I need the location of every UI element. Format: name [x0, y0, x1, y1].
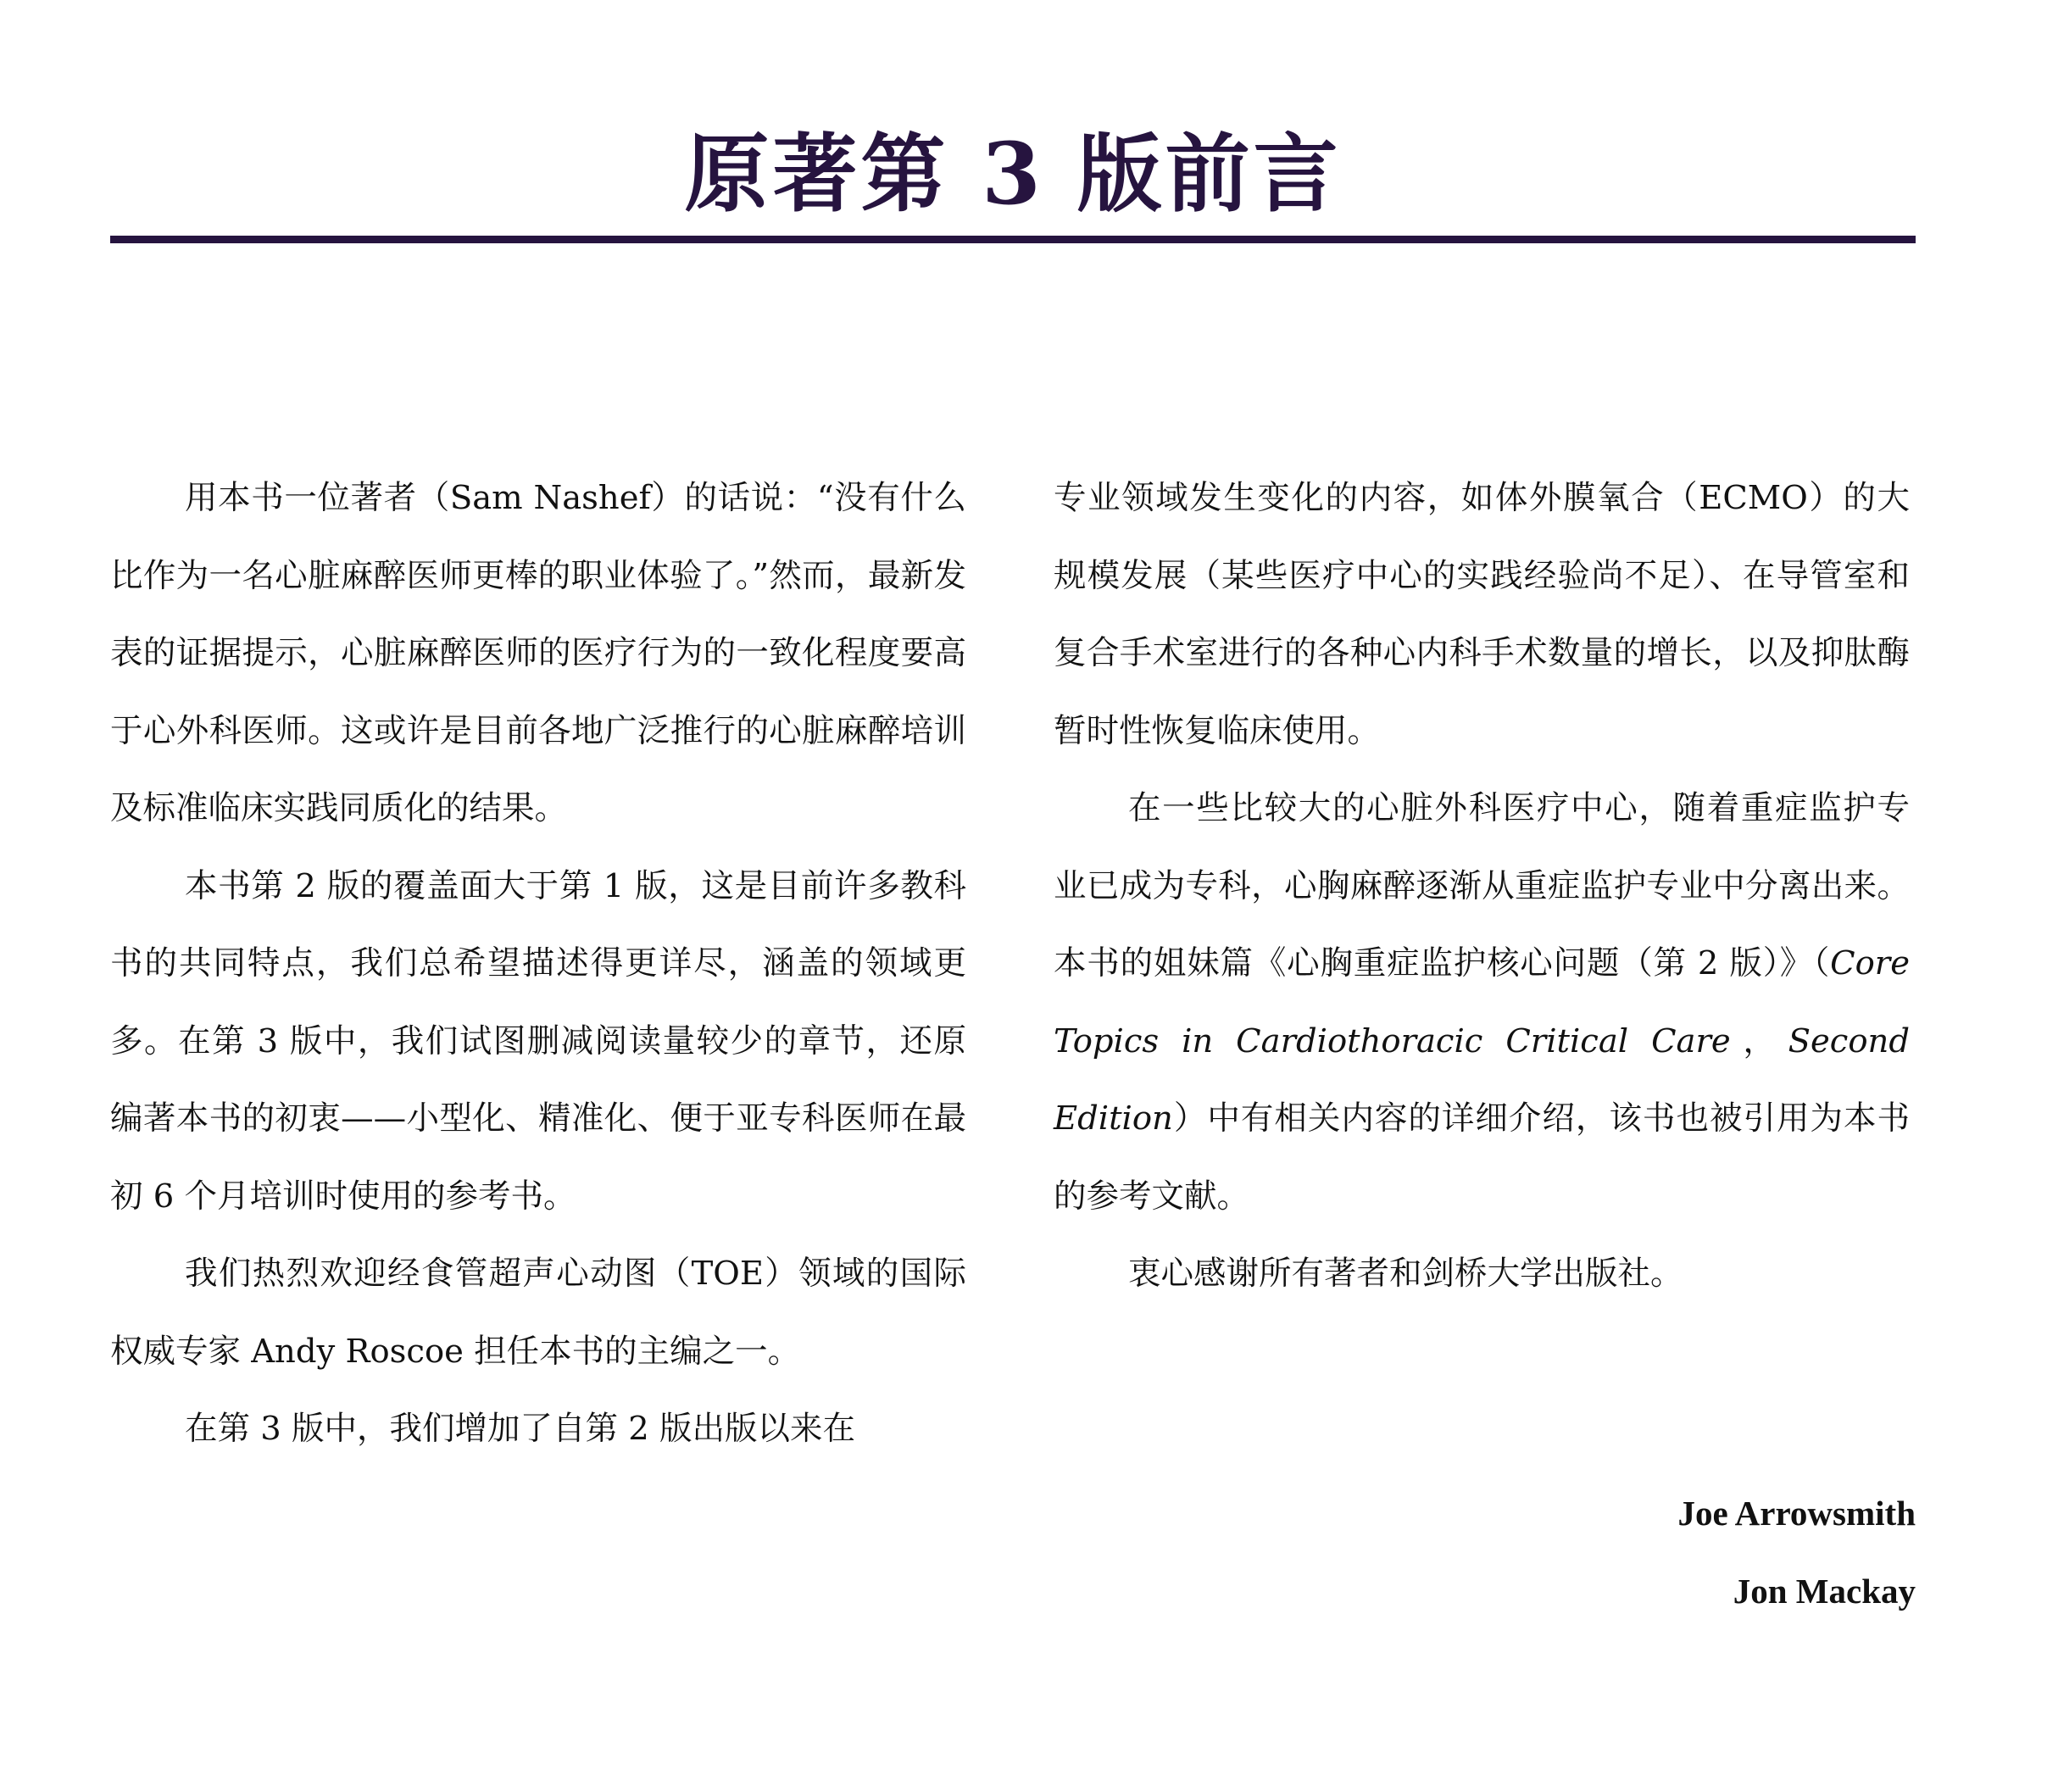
right-text-column	[1054, 459, 1910, 1313]
paragraph-new-content-start: 在第 3 版中，我们增加了自第 2 版出版以来在	[185, 1410, 855, 1448]
left-text-column	[110, 459, 966, 1468]
sister-book-edition: Second Edition	[1054, 1021, 1910, 1138]
title-underline	[110, 236, 1916, 243]
sister-book-separator: ，	[1730, 1021, 1788, 1060]
paragraph-acknowledgements: 衷心感谢所有著者和剑桥大学出版社。	[1128, 1255, 1683, 1293]
paragraph-edition-scope: 本书第 2 版的覆盖面大于第 1 版，这是目前许多教科书的共同特点，我们总希望描述得更详尽，涵盖的领域更多。在第 3 版中，我们试图删减阅读量较少的章节，还原编著本书的初衷——小型化、精准化、便于亚专科医师在最初 6 个月培训时使用的参考书。	[110, 866, 966, 1216]
paragraph-new-editor: 我们热烈欢迎经食管超声心动图（TOE）领域的国际权威专家 Andy Roscoe 担任本书的主编之一。	[110, 1255, 966, 1371]
sister-book-text-after: ）中有相关内容的详细介绍，该书也被引用为本书的参考文献。	[1054, 1099, 1910, 1216]
paragraph-author-quote: 用本书一位著者（Sam Nashef）的话说：“没有什么比作为一名心脏麻醉医师更棒的职业体验了。”然而，最新发表的证据提示，心脏麻醉医师的医疗行为的一致化程度要高于心外科医师。这或许是目前各地广泛推行的心脏麻醉培训及标准临床实践同质化的结果。	[110, 479, 966, 827]
sister-book-title: Core Topics in Cardiothoracic Critical Care	[1054, 944, 1910, 1060]
paragraph-sister-book	[1054, 770, 1910, 1235]
paragraph-new-content-continued: 专业领域发生变化的内容，如体外膜氧合（ECMO）的大规模发展（某些医疗中心的实践经验尚不足）、在导管室和复合手术室进行的各种心内科手术数量的增长，以及抑肽酶暂时性恢复临床使用。	[1054, 479, 1910, 750]
author-signatures	[1054, 1475, 1916, 1630]
page-title: 原著第 3 版前言	[684, 124, 1342, 224]
author-name-1: Joe Arrowsmith	[1677, 1494, 1916, 1533]
sister-book-text-before: 在一些比较大的心脏外科医疗中心，随着重症监护专业已成为专科，心胸麻醉逐渐从重症监护专业中分离出来。本书的姐妹篇《心胸重症监护核心问题（第 2 版）》（	[1054, 789, 1910, 982]
author-name-2: Jon Mackay	[1733, 1571, 1916, 1611]
